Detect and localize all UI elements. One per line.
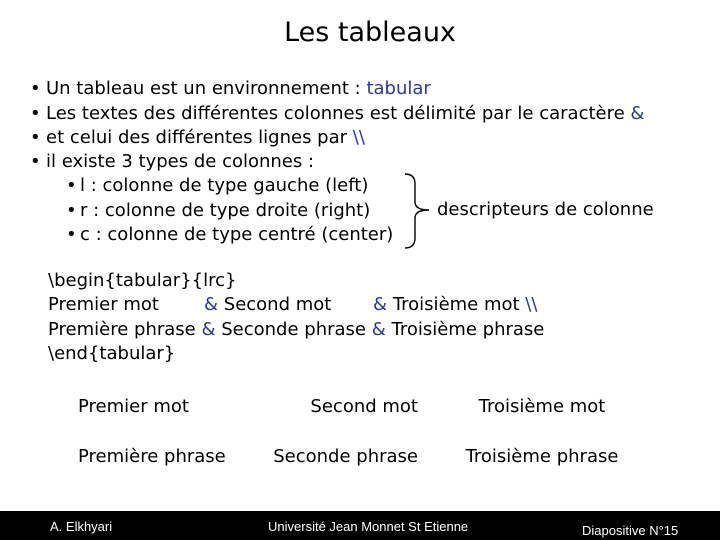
bullet-text: et celui des différentes lignes par (46, 127, 353, 148)
table-cell-r2c1: Première phrase (78, 446, 226, 467)
code-ampersand: & (371, 319, 386, 340)
subbullet-left (66, 175, 368, 196)
subbullet-text: c : colonne de type centré (center) (80, 224, 394, 245)
bullet-dot: • (66, 200, 77, 221)
code-text: Troisième mot (387, 294, 526, 315)
bullet-highlight: \\ (352, 127, 365, 148)
code-line-end: \end{tabular} (48, 343, 176, 364)
code-ampersand: & (373, 294, 388, 315)
code-ampersand: & (201, 319, 216, 340)
bullet-dot: • (30, 151, 41, 172)
footer-institution: Université Jean Monnet St Etienne (268, 519, 469, 534)
right-brace-icon (403, 172, 433, 250)
footer-author: A. Elkhyari (50, 519, 113, 534)
table-cell-r2c3: Troisième phrase (465, 446, 619, 467)
subbullet-text: r : colonne de type droite (right) (80, 200, 371, 221)
code-text: Premier mot (48, 294, 159, 315)
bullet-dot: • (30, 103, 41, 124)
bullet-dot: • (66, 175, 77, 196)
code-text: Première phrase (48, 319, 202, 340)
subbullet-center (66, 224, 393, 245)
bullet-1 (30, 78, 431, 99)
bullet-4 (30, 151, 314, 172)
bullet-3 (30, 127, 365, 148)
code-line-begin: \begin{tabular}{lrc} (48, 270, 237, 291)
code-ampersand: & (204, 294, 219, 315)
bullet-text: il existe 3 types de colonnes : (46, 151, 315, 172)
bullet-dot: • (66, 224, 77, 245)
bullet-highlight: & (630, 103, 645, 124)
code-text: Seconde phrase (215, 319, 372, 340)
code-text: Second mot (218, 294, 338, 315)
table-cell-r1c1: Premier mot (78, 396, 189, 417)
bullet-text: Un tableau est un environnement : (46, 78, 367, 99)
bullet-dot: • (30, 78, 41, 99)
annotation-label: descripteurs de colonne (437, 199, 654, 220)
code-text: Troisième phrase (385, 319, 545, 340)
bullet-text: Les textes des différentes colonnes est délimité par le caractère (46, 103, 631, 124)
bullet-dot: • (30, 127, 41, 148)
footer-slide-number: Diapositive N°15 (582, 523, 679, 538)
subbullet-right (66, 200, 370, 221)
table-cell-r2c2: Seconde phrase (273, 446, 418, 467)
code-line-break: \\ (525, 294, 538, 315)
bullet-highlight: tabular (366, 78, 431, 99)
table-cell-r1c2: Second mot (310, 396, 418, 417)
code-line-row2 (48, 319, 544, 340)
code-line-row1 (48, 294, 537, 315)
subbullet-text: l : colonne de type gauche (left) (80, 175, 369, 196)
slide-title: Les tableaux (284, 17, 456, 48)
table-cell-r1c3: Troisième mot (478, 396, 606, 417)
bullet-2 (30, 103, 644, 124)
footer-bar (0, 511, 720, 540)
